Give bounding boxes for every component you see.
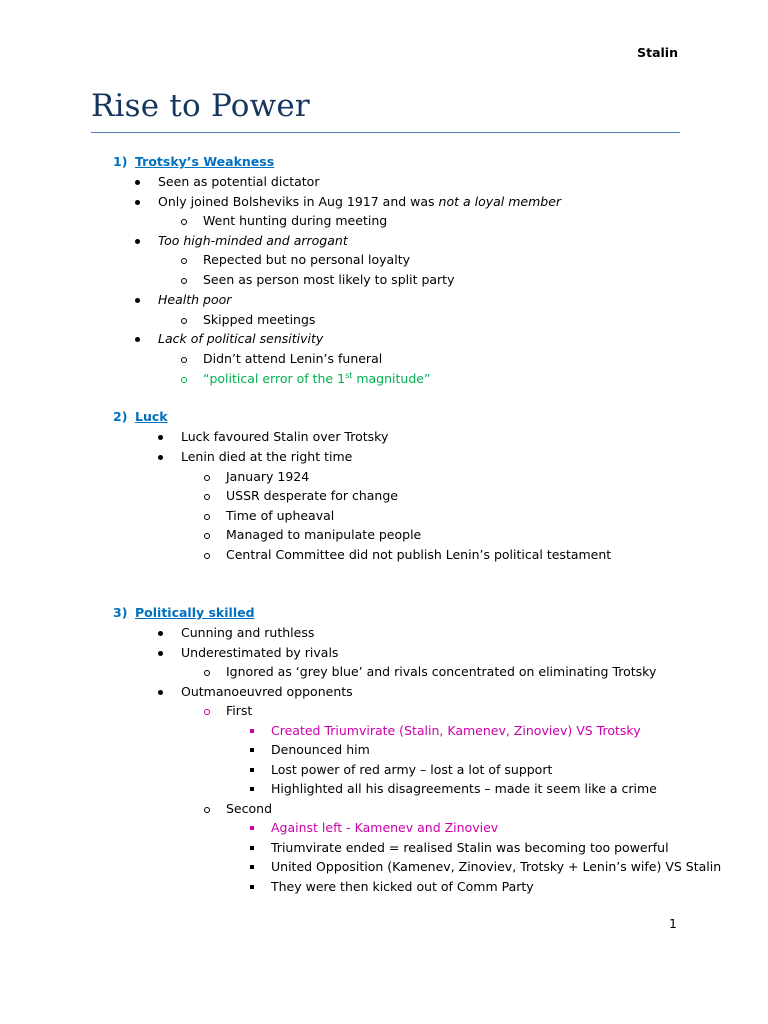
section-title: Politically skilled: [135, 605, 255, 620]
list-item-text: USSR desperate for change: [226, 488, 398, 503]
square-bullet-icon: [250, 885, 254, 889]
list-item-text: Central Committee did not publish Lenin’s political testament: [226, 547, 612, 562]
circle-bullet-icon: [204, 533, 210, 539]
list-item-text: Managed to manipulate people: [226, 527, 422, 542]
square-bullet-icon: [250, 787, 254, 791]
circle-bullet-icon: [204, 670, 210, 676]
list-item-text: Second: [226, 801, 273, 816]
square-bullet-icon: [250, 768, 254, 772]
section-title: Trotsky’s Weakness: [135, 154, 275, 169]
list-item-text: Time of upheaval: [226, 508, 335, 523]
bullet-icon: [158, 455, 163, 460]
bullet-icon: [158, 435, 163, 440]
quote-text: [203, 370, 430, 388]
list-item-text: They were then kicked out of Comm Party: [271, 879, 534, 894]
circle-bullet-icon: [181, 318, 187, 324]
circle-bullet-icon: [204, 807, 210, 813]
text-regular: Only joined Bolsheviks in Aug 1917 and was: [158, 194, 439, 209]
bullet-icon: [135, 337, 140, 342]
list-item-text: Lenin died at the right time: [181, 449, 353, 464]
circle-bullet-icon: [204, 553, 210, 559]
bullet-icon: [158, 631, 163, 636]
title-rule: [91, 132, 680, 133]
bullet-icon: [158, 651, 163, 656]
list-item-text: Created Triumvirate (Stalin, Kamenev, Zinoviev) VS Trotsky: [271, 723, 641, 738]
bullet-icon: [135, 298, 140, 303]
page-title: Rise to Power: [91, 88, 310, 124]
list-item-text: Repected but no personal loyalty: [203, 252, 410, 267]
square-bullet-icon: [250, 748, 254, 752]
list-item-text: Lack of political sensitivity: [158, 331, 324, 346]
circle-bullet-icon: [204, 475, 210, 481]
quote-part: “political error of the 1: [203, 371, 346, 386]
list-item-text: January 1924: [226, 469, 310, 484]
list-item-text: Health poor: [158, 292, 232, 307]
running-header: Stalin: [637, 45, 678, 60]
list-item-text: Outmanoeuvred opponents: [181, 684, 353, 699]
square-bullet-icon: [250, 865, 254, 869]
bullet-icon: [135, 180, 140, 185]
circle-bullet-icon: [181, 377, 187, 383]
list-item-text: Against left - Kamenev and Zinoviev: [271, 820, 499, 835]
list-item-text: Lost power of red army – lost a lot of support: [271, 762, 553, 777]
circle-bullet-icon: [181, 258, 187, 264]
circle-bullet-icon: [181, 357, 187, 363]
list-item-text: Seen as person most likely to split party: [203, 272, 455, 287]
list-item-text: First: [226, 703, 253, 718]
quote-part: magnitude”: [352, 371, 431, 386]
square-bullet-icon: [250, 846, 254, 850]
list-item-text: Didn’t attend Lenin’s funeral: [203, 351, 383, 366]
bullet-icon: [158, 690, 163, 695]
list-item-text: Highlighted all his disagreements – made it seem like a crime: [271, 781, 657, 796]
list-item-text: Luck favoured Stalin over Trotsky: [181, 429, 389, 444]
circle-bullet-icon: [181, 278, 187, 284]
page-number: 1: [669, 916, 677, 931]
circle-bullet-icon: [181, 219, 187, 225]
section-title: Luck: [135, 409, 168, 424]
text-italic: not a loyal member: [438, 194, 562, 209]
list-item-text: Skipped meetings: [203, 312, 316, 327]
list-item-text: Cunning and ruthless: [181, 625, 315, 640]
square-bullet-icon: [250, 826, 254, 830]
list-item-text: Triumvirate ended = realised Stalin was becoming too powerful: [271, 840, 669, 855]
ordinal-superscript: st: [345, 370, 353, 380]
list-item-text: [158, 193, 561, 211]
section-number: 3): [113, 605, 128, 620]
list-item-text: Went hunting during meeting: [203, 213, 388, 228]
circle-bullet-icon: [204, 494, 210, 500]
bullet-icon: [135, 239, 140, 244]
list-item-text: Ignored as ‘grey blue’ and rivals concentrated on eliminating Trotsky: [226, 664, 657, 679]
square-bullet-icon: [250, 729, 254, 733]
list-item-text: Underestimated by rivals: [181, 645, 339, 660]
list-item-text: United Opposition (Kamenev, Zinoviev, Trotsky + Lenin’s wife) VS Stalin: [271, 859, 722, 874]
list-item-text: Too high-minded and arrogant: [158, 233, 348, 248]
list-item-text: Denounced him: [271, 742, 370, 757]
section-number: 2): [113, 409, 128, 424]
circle-bullet-icon: [204, 709, 210, 715]
circle-bullet-icon: [204, 514, 210, 520]
bullet-icon: [135, 200, 140, 205]
section-number: 1): [113, 154, 128, 169]
list-item-text: Seen as potential dictator: [158, 174, 320, 189]
